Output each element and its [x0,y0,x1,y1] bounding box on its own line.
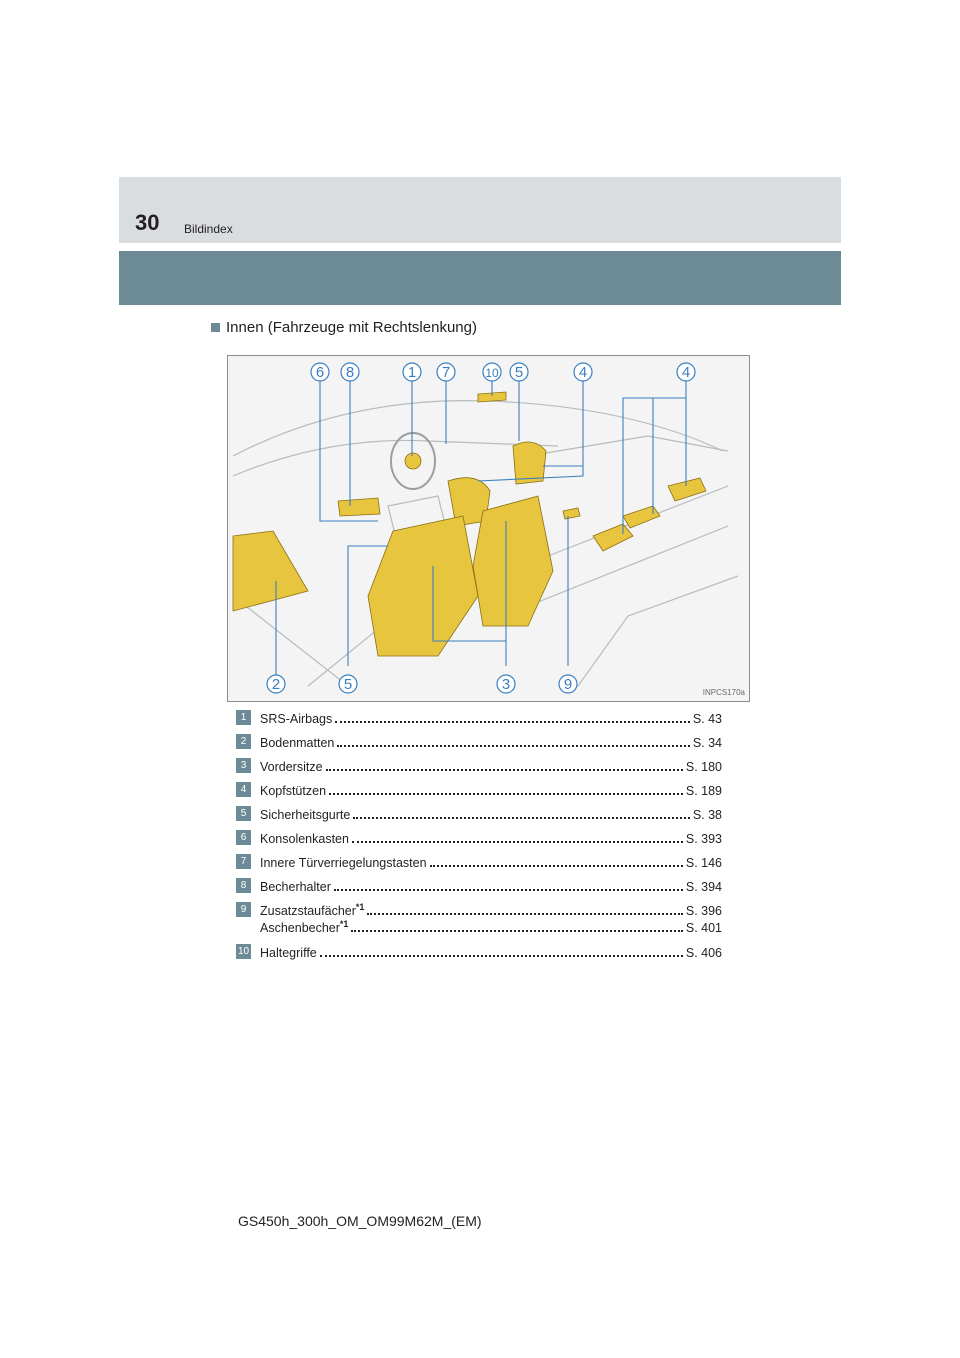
highlighted-parts [233,392,706,656]
rear-headrest-3 [668,478,706,501]
rear-headrest-1 [593,524,633,551]
leader-dots [335,721,690,723]
index-entry [260,902,722,918]
svg-text:2: 2 [271,676,281,693]
list-item [236,709,722,733]
title-band [119,251,841,305]
page-reference[interactable]: S. 396 [685,904,722,918]
item-number-badge: 1 [236,710,251,725]
item-number-badge: 4 [236,782,251,797]
figure-code: INPCS170a [702,688,745,697]
entry-label: Kopfstützen [260,784,327,798]
storage-tray [563,508,580,519]
list-item [236,757,722,781]
entry-label: Vordersitze [260,760,323,774]
callout-3 [497,675,515,693]
svg-text:8: 8 [345,364,355,381]
subsection-title: Innen (Fahrzeuge mit Rechtslenkung) [226,319,477,336]
index-entry [260,806,722,822]
item-number-badge: 5 [236,806,251,821]
car-interior-illustration [228,356,749,701]
svg-text:5: 5 [343,676,353,693]
page-reference[interactable]: S. 34 [692,736,722,750]
list-item [236,805,722,829]
svg-text:6: 6 [315,364,325,381]
callout-1 [403,363,421,381]
index-entry [260,710,722,726]
item-number-badge: 3 [236,758,251,773]
entry-label: Bodenmatten [260,736,335,750]
callout-6 [311,363,329,381]
page-reference[interactable]: S. 43 [692,712,722,726]
item-number-badge: 8 [236,878,251,893]
entry-label: Innere Türverriegelungstasten [260,856,427,870]
leader-dots [326,769,683,771]
page-reference[interactable]: S. 146 [685,856,722,870]
item-number-badge: 10 [237,946,250,957]
entry-label: Aschenbecher$^{*1}$ [260,918,349,935]
index-entry [260,758,722,774]
callout-10 [483,363,501,381]
callouts-top [311,363,695,381]
index-entry [260,734,722,750]
leader-dots [351,930,682,932]
callout-9 [559,675,577,693]
list-item [236,901,722,943]
svg-text:4: 4 [681,364,691,381]
index-entry [260,830,722,846]
interior-figure [227,355,750,702]
callout-5-top [510,363,528,381]
callout-8 [341,363,359,381]
rear-headrest-2 [623,506,660,528]
leader-dots [334,889,683,891]
callout-4-left [574,363,592,381]
page-reference[interactable]: S. 394 [685,880,722,894]
leader-dots [367,913,682,915]
entry-label: Becherhalter [260,880,331,894]
svg-text:4: 4 [578,364,588,381]
svg-text:7: 7 [441,364,451,381]
index-entry [260,854,722,870]
callout-5-bottom [339,675,357,693]
page-reference[interactable]: S. 401 [685,921,722,935]
list-item [236,853,722,877]
page-reference[interactable]: S. 189 [685,784,722,798]
page-reference[interactable]: S. 406 [685,946,722,960]
index-entry [260,944,722,960]
svg-text:1: 1 [407,364,417,381]
entry-label: Zusatzstaufächer$^{*1}$ [260,901,365,918]
leader-dots [352,841,683,843]
svg-text:10: 10 [485,366,499,380]
callout-7 [437,363,455,381]
page-reference[interactable]: S. 38 [692,808,722,822]
console-box [338,498,380,516]
item-number-badge: 6 [236,830,251,845]
floor-mat [233,531,308,611]
leader-dots [337,745,689,747]
passenger-seat [473,496,553,626]
subsection-heading [211,319,477,336]
footnote-marker: *1 [339,918,349,929]
svg-text:9: 9 [563,676,573,693]
page-reference[interactable]: S. 180 [685,760,722,774]
index-entry [260,782,722,798]
leader-dots [353,817,689,819]
list-item [236,943,722,967]
item-number-badge: 2 [236,734,251,749]
page-reference[interactable]: S. 393 [685,832,722,846]
svg-text:3: 3 [501,676,511,693]
index-entry [260,878,722,894]
index-list [236,709,722,967]
leader-dots [329,793,683,795]
airbag-hub [405,453,421,469]
item-number-badge: 9 [236,902,251,917]
page-number: 30 [135,210,160,235]
footnote-marker: *1 [355,901,365,912]
entry-label: Konsolenkasten [260,832,349,846]
entry-label: SRS-Airbags [260,712,333,726]
svg-text:5: 5 [514,364,524,381]
driver-seat [368,516,478,656]
list-item [236,781,722,805]
callouts-bottom [267,675,577,693]
footer-code: GS450h_300h_OM_OM99M62M_(EM) [238,1213,482,1229]
list-item [236,829,722,853]
callout-2 [267,675,285,693]
leader-dots [320,955,683,957]
entry-label: Haltegriffe [260,946,317,960]
entry-label: Sicherheitsgurte [260,808,351,822]
item-number-badge: 7 [236,854,251,869]
list-item [236,733,722,757]
list-item [236,877,722,901]
leader-dots [430,865,683,867]
callout-4-right [677,363,695,381]
section-title: Bildindex [184,222,233,236]
square-bullet-icon [211,323,220,332]
index-entry [260,919,722,935]
